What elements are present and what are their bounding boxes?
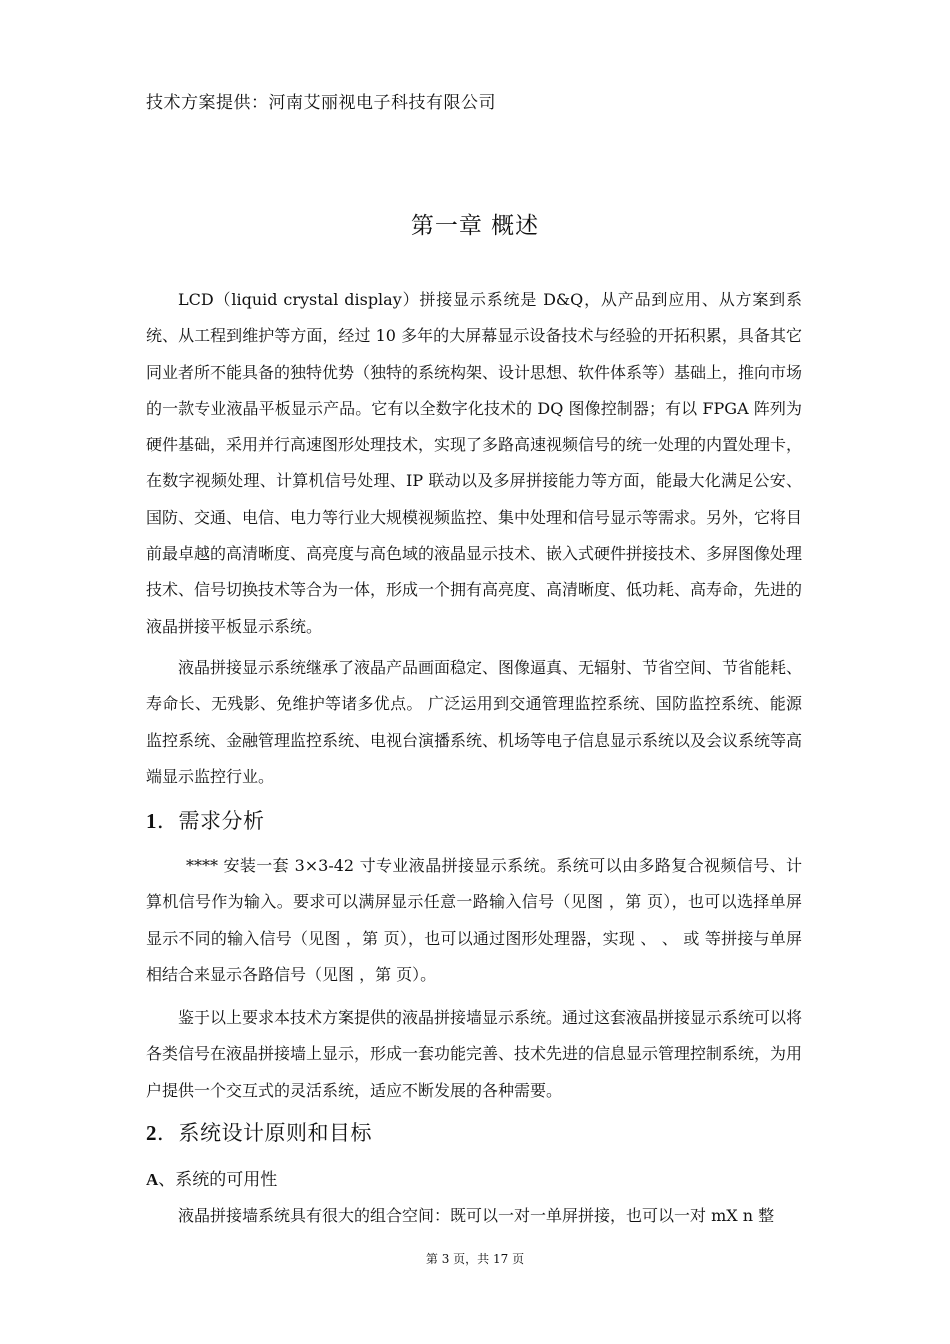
requirements-summary-paragraph: 鉴于以上要求本技术方案提供的液晶拼接墙显示系统。通过这套液晶拼接显示系统可以将各类信号在液晶拼接墙上显示，形成一套功能完善、技术先进的信息显示管理控制系统，为用户提供一个交互式的灵活系统，适应不断发展的各种需要。	[146, 1008, 803, 1100]
overview-paragraph-2: 液晶拼接显示系统继承了液晶产品画面稳定、图像逼真、无辐射、节省空间、节省能耗、寿命长、无残影、免维护等诸多优点。 广泛运用到交通管理监控系统、国防监控系统、能源监控系统、金融管理监控系统、电视台演播系统、机场等电子信息显示系统以及会议系统等高端显示监控行业。	[146, 658, 803, 786]
requirements-paragraph: **** 安装一套 3×3-42 寸专业液晶拼接显示系统。系统可以由多路复合视频信号、计算机信号作为输入。要求可以满屏显示任意一路输入信号（见图 ，第 页），也可以选择单屏显示不同的输入信号（见图 ，第 页），也可以通过图形处理器，实现 、 、 或 等拼接与单屏相结合来显示各路信号（见图 ，第 页）。	[146, 856, 802, 984]
subsection-heading-a	[146, 1165, 277, 1190]
section-number: 1	[146, 809, 157, 833]
section-title: ．系统设计原则和目标	[157, 1121, 372, 1145]
availability-paragraph: 液晶拼接墙系统具有很大的组合空间：既可以一对一单屏拼接，也可以一对 mX n 整	[178, 1206, 775, 1225]
overview-paragraph-1: LCD（liquid crystal display）拼接显示系统是 D&Q，从产品到应用、从方案到系统、从工程到维护等方面，经过 10 多年的大屏幕显示设备技术与经验的开拓积累，具备其它同业者所不能具备的独特优势（独特的系统构架、设计思想、软件体系等）基础上，推向市场的一款专业液晶平板显示产品。它有以全数字化技术的 DQ 图像控制器；有以 FPGA 阵列为硬件基础，采用并行高速图形处理技术，实现了多路高速视频信号的统一处理的内置处理卡，在数字视频处理、计算机信号处理、IP 联动以及多屏拼接能力等方面，能最大化满足公安、国防、交通、电信、电力等行业大规模视频监控、集中处理和信号显示等需求。另外，它将目前最卓越的高清晰度、高亮度与高色域的液晶显示技术、嵌入式硬件拼接技术、多屏图像处理技术、信号切换技术等合为一体，形成一个拥有高亮度、高清晰度、低功耗、高寿命，先进的液晶拼接平板显示系统。	[146, 290, 803, 636]
subsection-letter: A	[146, 1170, 159, 1189]
section-heading-2	[146, 1117, 372, 1147]
section-title: ．需求分析	[157, 809, 265, 833]
subsection-title: 、系统的可用性	[158, 1170, 278, 1190]
section-heading-1	[146, 805, 265, 835]
provider-line: 技术方案提供：河南艾丽视电子科技有限公司	[146, 93, 496, 113]
page-footer: 第 3 页，共 17 页	[425, 1252, 525, 1266]
chapter-title: 第一章 概述	[410, 213, 540, 239]
section-number: 2	[146, 1121, 157, 1145]
